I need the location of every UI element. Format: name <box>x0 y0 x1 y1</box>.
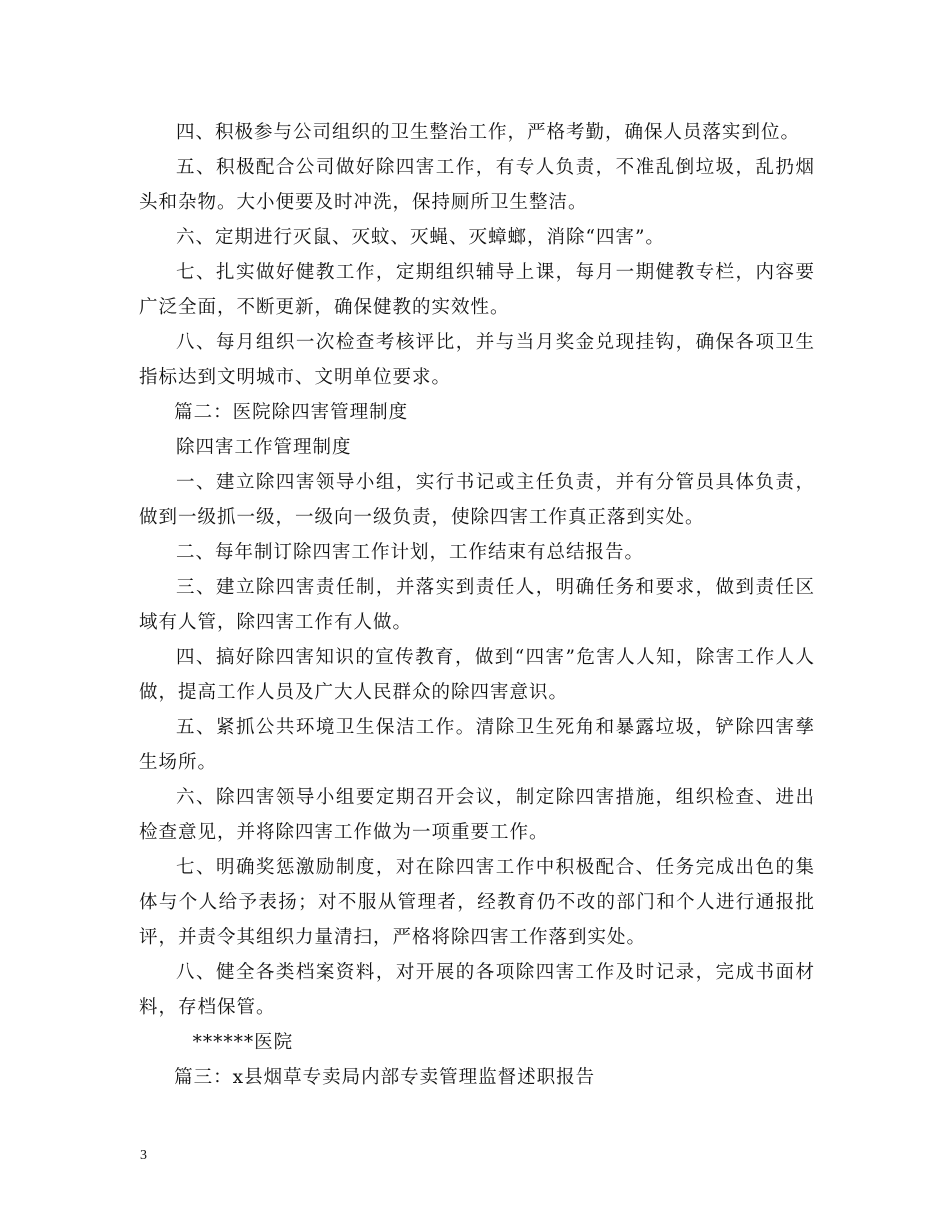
section-subheading: 除四害工作管理制度 <box>176 437 352 458</box>
paragraph: 八、健全各类档案资料，对开展的各项除四害工作及时记录，完成书面材料，存档保管。 <box>139 962 815 1018</box>
paragraph: 六、定期进行灭鼠、灭蚊、灭蝇、灭蟑螂，消除“四害”。 <box>176 227 665 248</box>
section-heading: 篇二：医院除四害管理制度 <box>174 402 409 423</box>
paragraph: 四、搞好除四害知识的宣传教育，做到“四害”危害人人知，除害工作人人做，提高工作人员及广大人民群众的除四害意识。 <box>139 647 815 703</box>
paragraph: 五、积极配合公司做好除四害工作，有专人负责，不准乱倒垃圾，乱扔烟头和杂物。大小便要及时冲洗，保持厕所卫生整洁。 <box>139 157 815 213</box>
paragraph: 一、建立除四害领导小组，实行书记或主任负责，并有分管员具体负责，做到一级抓一级，一级向一级负责，使除四害工作真正落到实处。 <box>139 472 815 528</box>
paragraph: 二、每年制订除四害工作计划，工作结束有总结报告。 <box>176 542 645 563</box>
section-heading: 篇三：x县烟草专卖局内部专卖管理监督述职报告 <box>174 1067 596 1088</box>
paragraph: 六、除四害领导小组要定期召开会议，制定除四害措施，组织检查、进出检查意见，并将除四害工作做为一项重要工作。 <box>139 787 815 843</box>
page-number: 3 <box>140 1148 147 1163</box>
signature-line: ******医院 <box>192 1032 294 1053</box>
paragraph: 八、每月组织一次检查考核评比，并与当月奖金兑现挂钩，确保各项卫生指标达到文明城市、文明单位要求。 <box>139 332 815 388</box>
paragraph: 七、扎实做好健教工作，定期组织辅导上课，每月一期健教专栏，内容要广泛全面，不断更新，确保健教的实效性。 <box>139 262 815 318</box>
paragraph: 五、紧抓公共环境卫生保洁工作。清除卫生死角和暴露垃圾，铲除四害孳生场所。 <box>139 717 815 773</box>
paragraph: 四、积极参与公司组织的卫生整治工作，严格考勤，确保人员落实到位。 <box>176 122 801 143</box>
paragraph: 七、明确奖惩激励制度，对在除四害工作中积极配合、任务完成出色的集体与个人给予表扬；对不服从管理者，经教育仍不改的部门和个人进行通报批评，并责令其组织力量清扫，严格将除四害工作落到实处。 <box>139 857 815 948</box>
paragraph: 三、建立除四害责任制，并落实到责任人，明确任务和要求，做到责任区域有人管，除四害工作有人做。 <box>139 577 815 633</box>
